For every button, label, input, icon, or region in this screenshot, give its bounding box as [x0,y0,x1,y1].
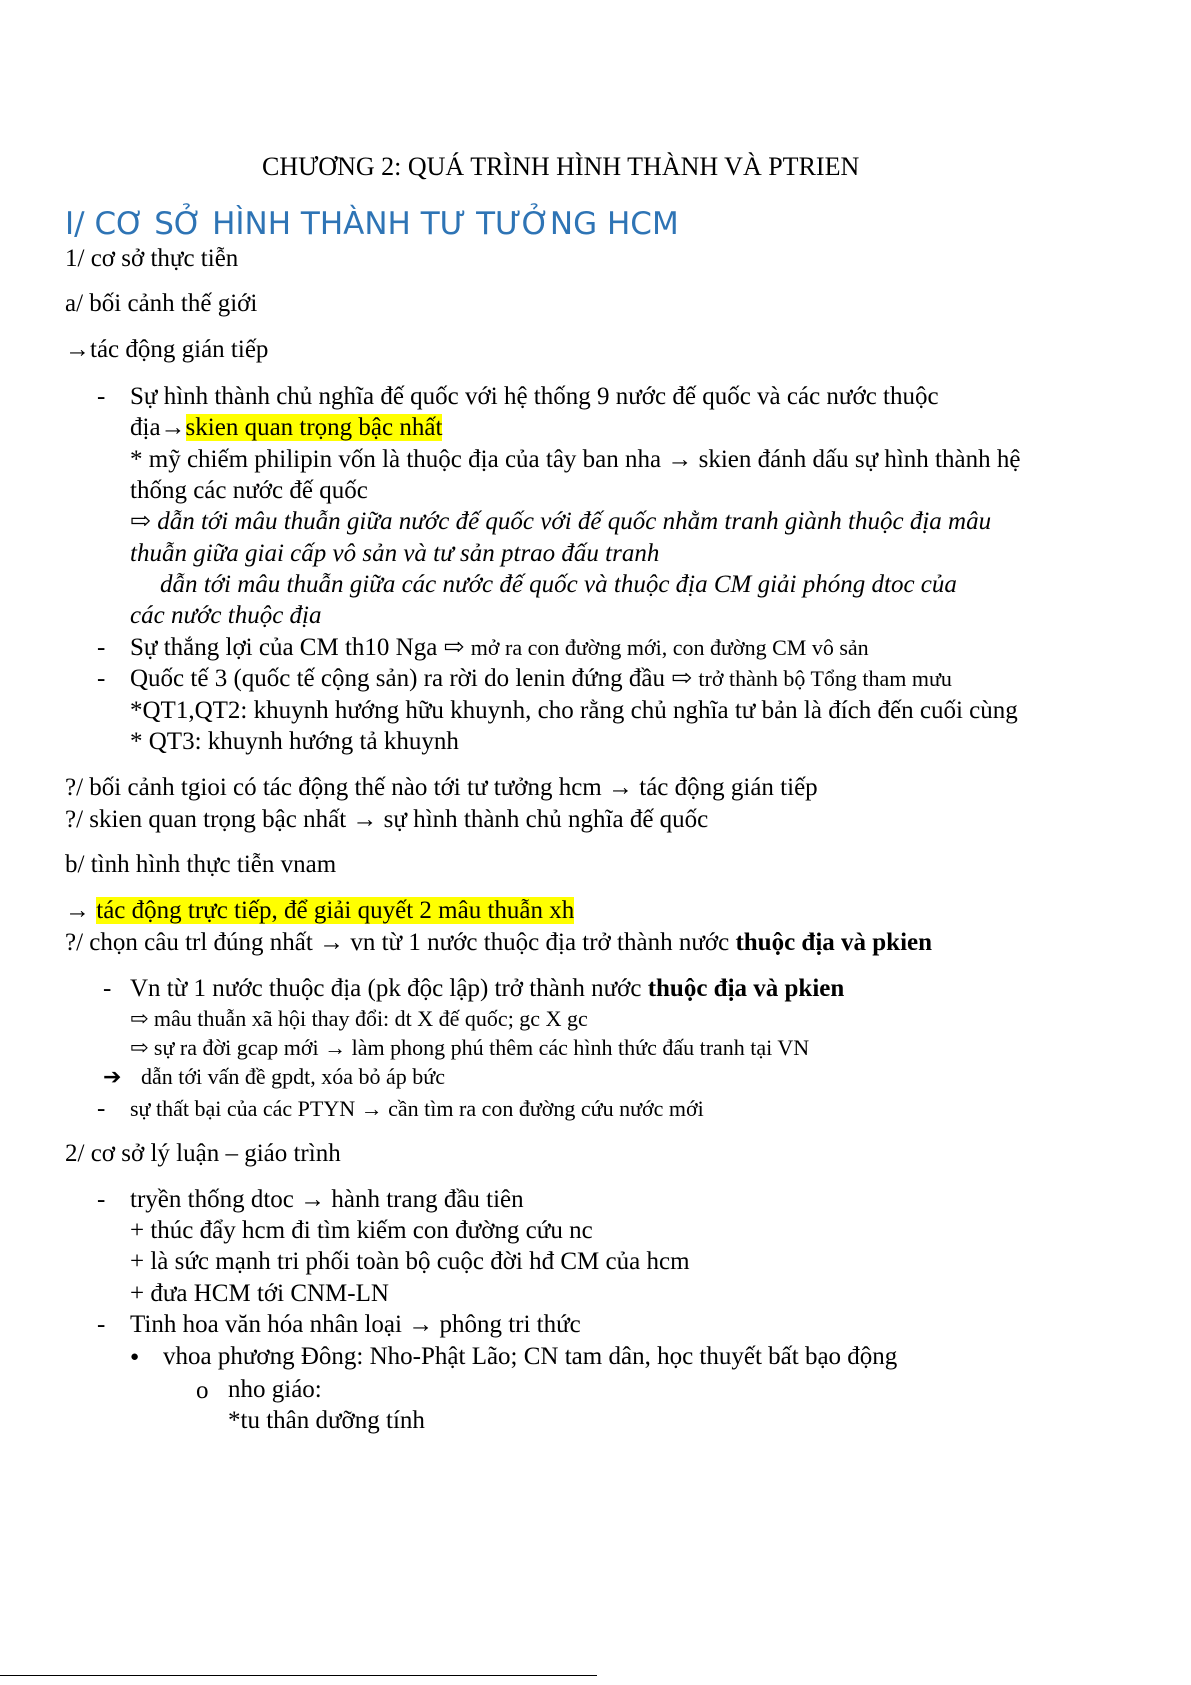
list-item-line: thuẫn giữa giai cấp vô sản và tư sản ptrao đấu tranh [130,540,660,567]
chapter-title: CHƯƠNG 2: QUÁ TRÌNH HÌNH THÀNH VÀ PTRIEN [262,152,860,181]
list-item: Tinh hoa văn hóa nhân loại → phông tri thức [130,1311,581,1338]
list-dash: - [97,1095,106,1122]
arrow-bullet: ➔ [103,1064,122,1089]
list-item [130,974,844,1004]
list-item-line: + thúc đẩy hcm đi tìm kiếm con đường cứu nc [130,1217,593,1244]
highlight: tác động trực tiếp, để giải quyết 2 mâu thuẫn xh [96,897,575,924]
list-dash: - [97,665,106,692]
section-1: 1/ cơ sở thực tiễn [65,245,239,272]
list-item-line: * mỹ chiếm philipin vốn là thuộc địa của tây ban nha → skien đánh dấu sự hình thành hệ [130,446,1021,473]
list-item-line: ⇨ mâu thuẫn xã hội thay đổi: dt X đế quốc; gc X gc [130,1006,588,1031]
list-item-line: các nước thuộc địa [130,602,322,629]
footer-divider [0,1675,597,1676]
list-item-line: *tu thân dưỡng tính [228,1407,425,1434]
list-dash: - [97,1311,106,1338]
text: địa→ [130,414,186,441]
text: mở ra con đường mới, con đường CM vô sản [470,635,869,660]
list-item [130,664,952,694]
list-item-line [130,413,442,443]
bold-text: thuộc địa và pkien [735,929,933,956]
text: trở thành bộ Tổng tham mưu [698,666,952,691]
text: ?/ chọn câu trl đúng nhất → vn từ 1 nước thuộc địa trở thành nước [65,929,736,956]
bold-text: thuộc địa và pkien [647,975,845,1002]
list-item: nho giáo: [228,1376,322,1403]
text: Vn từ 1 nước thuộc địa (pk độc lập) trở thành nước [130,975,648,1002]
heading-1: I/ CƠ SỞ HÌNH THÀNH TƯ TƯỞNG HCM [65,206,679,242]
indirect-impact: →tác động gián tiếp [65,336,269,363]
list-item: Sự hình thành chủ nghĩa đế quốc với hệ thống 9 nước đế quốc và các nước thuộc [130,383,939,410]
section-1a: a/ bối cảnh thế giới [65,290,258,317]
dot-bullet: ● [130,1349,140,1365]
list-item-line: dẫn tới mâu thuẫn giữa các nước đế quốc và thuộc địa CM giải phóng dtoc của [160,571,957,598]
list-item-line: + là sức mạnh tri phối toàn bộ cuộc đời hđ CM của hcm [130,1248,690,1275]
list-item-line: ⇨ sự ra đời gcap mới → làm phong phú thêm các hình thức đấu tranh tại VN [130,1035,810,1060]
section-2: 2/ cơ sở lý luận – giáo trình [65,1140,341,1167]
question-3 [65,928,932,958]
section-1b: b/ tình hình thực tiễn vnam [65,851,337,878]
list-item-line: dẫn tới vấn đề gpdt, xóa bỏ áp bức [141,1064,445,1089]
list-item-line: ⇨ dẫn tới mâu thuẫn giữa nước đế quốc với đế quốc nhằm tranh giành thuộc địa mâu [130,508,992,535]
text: Quốc tế 3 (quốc tế cộng sản) ra rời do lenin đứng đầu ⇨ [130,665,699,692]
direct-impact [65,896,574,926]
text: Sự thắng lợi của CM th10 Nga ⇨ [130,634,471,661]
circle-bullet: o [196,1377,209,1404]
list-item: vhoa phương Đông: Nho-Phật Lão; CN tam dân, học thuyết bất bạo động [163,1343,898,1370]
list-dash: - [103,975,112,1002]
list-item: tryền thống dtoc → hành trang đầu tiên [130,1186,524,1213]
list-item-line: + đưa HCM tới CNM-LN [130,1280,389,1307]
question-2: ?/ skien quan trọng bậc nhất → sự hình thành chủ nghĩa đế quốc [65,806,709,833]
question-1: ?/ bối cảnh tgioi có tác động thế nào tới tư tưởng hcm → tác động gián tiếp [65,774,818,801]
list-dash: - [97,383,106,410]
list-item [130,633,869,663]
highlight: skien quan trọng bậc nhất [185,414,443,441]
list-item-line: *QT1,QT2: khuynh hướng hữu khuynh, cho rằng chủ nghĩa tư bản là đích đến cuối cùng [130,697,1018,724]
list-item-line: * QT3: khuynh hướng tả khuynh [130,728,459,755]
list-item-line: thống các nước đế quốc [130,477,368,504]
list-dash: - [97,1186,106,1213]
list-dash: - [97,634,106,661]
arrow: → [65,897,97,924]
list-item: sự thất bại của các PTYN → cần tìm ra con đường cứu nước mới [130,1096,704,1121]
